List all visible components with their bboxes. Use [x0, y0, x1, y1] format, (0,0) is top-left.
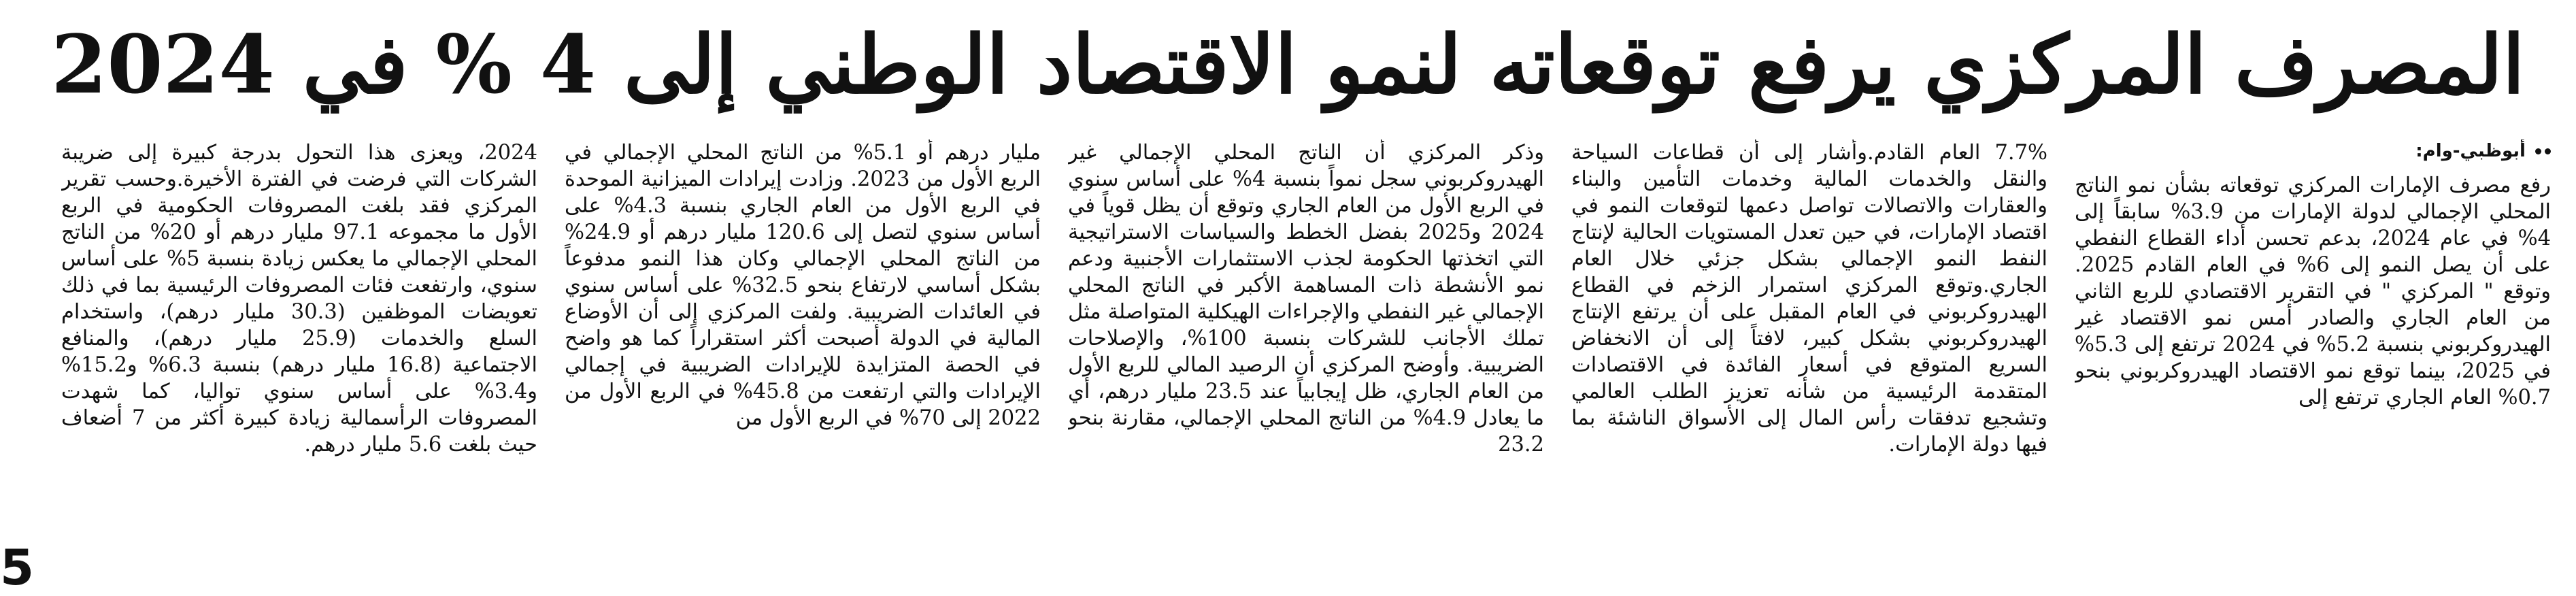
- column-text: 7.7% العام القادم.وأشار إلى أن قطاعات السياحة والنقل والخدمات المالية وخدمات التأمين والبناء والعقارات والاتصالات تواصل دعمها لتوقعات النمو في اقتصاد الإمارات، في حين تعدل المستويات الحالية لإنتاج النفط النمو الإجمالي بشكل جزئي خلال العام الجاري.وتوقع المركزي استمرار الزخم في القطاع الهيدروكربوني في العام المقبل على أن يرتفع الإنتاج الهيدروكربوني بشكل كبير، لافتاً إلى أن الانخفاض السريع المتوقع في أسعار الفائدة في الاقتصادات المتقدمة الرئيسية من شأنه تعزيز الطلب العالمي وتشجيع تدفقات رأس المال إلى الأسواق الناشئة بما فيها دولة الإمارات.: [1571, 141, 2047, 457]
- article-column-3: [1068, 139, 1544, 561]
- dateline-text: أبوظبي-وام:: [2415, 141, 2526, 161]
- article-column-2: [1571, 139, 2047, 561]
- article-column-1: [2075, 139, 2551, 561]
- headline: المصرف المركزي يرفع توقعاته لنمو الاقتصاد الوطني إلى 4 % في 2024: [51, 17, 2525, 112]
- column-text: رفع مصرف الإمارات المركزي توقعاته بشأن نمو الناتج المحلي الإجمالي لدولة الإمارات من 3.9% سابقاً إلى 4% في عام 2024، بدعم تحسن أداء القطاع النفطي على أن يصل النمو إلى 6% في العام القادم 2025. وتوقع " المركزي " في التقرير الاقتصادي للربع الثاني من العام الجاري والصادر أمس نمو الاقتصاد غير الهيدروكربوني بنسبة 5.2% في 2024 ترتفع إلى 5.3% في 2025، بينما توقع نمو الاقتصاد الهيدروكربوني بنحو 0.7% العام الجاري ترتفع إلى: [2075, 173, 2551, 410]
- column-text: 2024، ويعزى هذا التحول بدرجة كبيرة إلى ضريبة الشركات التي فرضت في الفترة الأخيرة.وحسب تقرير المركزي فقد بلغت المصروفات الحكومية في الربع الأول ما مجموعه 97.1 مليار درهم أو 20% من الناتج المحلي الإجمالي ما يعكس زيادة بنسبة 5% على أساس سنوي، وارتفعت فئات المصروفات الرئيسية بما في ذلك تعويضات الموظفين (30.3 مليار درهم)، واستخدام السلع والخدمات (25.9 مليار درهم)، والمنافع الاجتماعية (16.8 مليار درهم) بنسبة 6.3% و15.2% و3.4% على أساس سنوي تواليا، كما شهدت المصروفات الرأسمالية زيادة كبيرة أكثر من 7 أضعاف حيث بلغت 5.6 مليار درهم.: [61, 141, 537, 457]
- dateline: [2075, 139, 2551, 163]
- page-number: 5: [0, 539, 35, 596]
- bullet-icon: [2545, 148, 2551, 154]
- article-column-4: [565, 139, 1041, 561]
- article-column-5: [61, 139, 537, 561]
- column-text: مليار درهم أو 5.1% من الناتج المحلي الإجمالي في الربع الأول من 2023. وزادت إيرادات الميزانية الموحدة في الربع الأول من العام الجاري بنسبة 4.3% على أساس سنوي لتصل إلى 120.6 مليار درهم أو 24.9% من الناتج المحلي الإجمالي وكان هذا النمو مدفوعاً بشكل أساسي لارتفاع بنحو 32.5% على أساس سنوي في العائدات الضريبية. ولفت المركزي إلى أن الأوضاع المالية في الدولة أصبحت أكثر استقراراً كما هو واضح في الحصة المتزايدة للإيرادات الضريبية في إجمالي الإيرادات والتي ارتفعت من 45.8% في الربع الأول من 2022 إلى 70% في الربع الأول من: [565, 141, 1041, 430]
- column-text: وذكر المركزي أن الناتج المحلي الإجمالي غير الهيدروكربوني سجل نمواً بنسبة 4% على أساس سنوي في الربع الأول من العام الجاري وتوقع أن يظل قوياً في 2024 و2025 بفضل الخطط والسياسات الاستراتيجية التي اتخذتها الحكومة لجذب الاستثمارات الأجنبية ودعم نمو الأنشطة ذات المساهمة الأكبر في الناتج المحلي الإجمالي غير النفطي والإجراءات الهيكلية المتواصلة مثل تملك الأجانب للشركات بنسبة 100%، والإصلاحات الضريبية. وأوضح المركزي أن الرصيد المالي للربع الأول من العام الجاري، ظل إيجابياً عند 23.5 مليار درهم، أي ما يعادل 4.9% من الناتج المحلي الإجمالي، مقارنة بنحو 23.2: [1068, 141, 1544, 457]
- bullet-icon: [2535, 148, 2541, 154]
